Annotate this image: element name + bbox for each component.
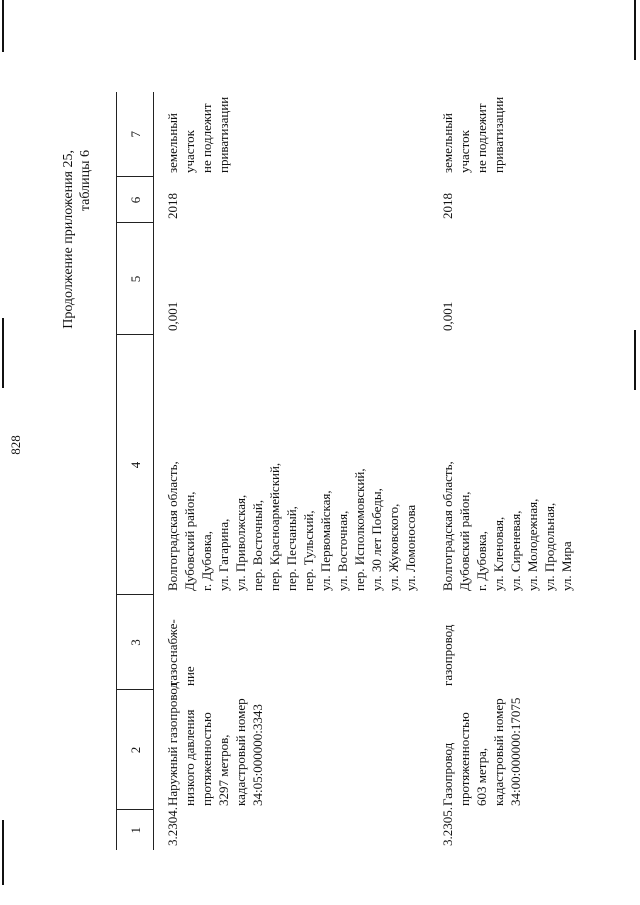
address-line: ул. Кленовая,	[491, 516, 506, 591]
column-header: 1	[127, 827, 143, 834]
cell-year	[154, 177, 430, 223]
address-line: ул. Ломоносова	[403, 504, 418, 591]
address-line: ул. Приволжская,	[233, 494, 248, 591]
column-header: 4	[117, 335, 154, 595]
note-line: не подлежит	[199, 103, 214, 173]
object-name-line: Наружный газопровод	[165, 681, 180, 806]
address-line: г. Дубовка,	[199, 531, 214, 591]
address-line: ул. 30 лет Победы,	[369, 488, 384, 591]
object-type-line: ние	[182, 666, 197, 686]
address-line: пер. Песчаный,	[284, 506, 299, 591]
note-line: земельный	[165, 113, 180, 173]
cell-object-name	[429, 690, 585, 810]
item-number: 3.2305.	[440, 807, 455, 846]
note-line: не подлежит	[474, 103, 489, 173]
object-name-line: 3297 метров,	[216, 734, 231, 806]
address-line: ул. Молодежная,	[525, 498, 540, 591]
address-line: ул. Сиреневая,	[508, 510, 523, 591]
continuation-line-1: Продолжение приложения 25,	[61, 150, 76, 329]
cell-item-number	[429, 807, 585, 850]
column-header: 5	[117, 223, 154, 335]
address-line: ул. Первомайская,	[318, 490, 333, 591]
column-header: 2	[117, 690, 154, 810]
cell-object-name	[154, 681, 430, 810]
object-name-line: Газопровод	[440, 742, 455, 806]
address-line: пер. Красноармейский,	[267, 462, 282, 591]
note-line: приватизации	[216, 96, 231, 173]
table-row	[429, 92, 585, 850]
appendix-table	[116, 92, 585, 850]
cell-value	[154, 223, 430, 335]
cell-value	[429, 223, 585, 335]
object-name-line: протяженностью	[457, 712, 472, 806]
value-text: 0,001	[165, 301, 180, 331]
object-name-line: кадастровый номер	[233, 698, 248, 806]
object-name-line: протяженностью	[199, 712, 214, 806]
note-line: участок	[457, 130, 472, 173]
cell-address	[429, 335, 585, 595]
address-line: ул. Мира	[559, 541, 574, 591]
note-line: участок	[182, 130, 197, 173]
object-name-line: низкого давления	[182, 709, 197, 806]
object-name-line: 603 метра,	[474, 747, 489, 806]
table-body	[154, 92, 586, 850]
note-line: приватизации	[491, 96, 506, 173]
column-header: 7	[117, 92, 154, 177]
cell-note	[429, 92, 585, 177]
note-line: земельный	[440, 113, 455, 173]
item-number: 3.2304.	[165, 807, 180, 846]
object-name-line: 34:00:000000:17075	[508, 697, 523, 806]
continuation-line-2: таблицы 6	[78, 150, 93, 212]
cell-year	[429, 177, 585, 223]
cell-object-type	[429, 595, 585, 690]
address-line: пер. Восточный,	[250, 499, 265, 591]
cell-object-type	[154, 595, 430, 690]
address-line: ул. Жуковского,	[386, 503, 401, 591]
address-line: пер. Исполкомовский,	[352, 468, 367, 591]
address-line: г. Дубовка,	[474, 531, 489, 591]
address-line: Волгоградская область,	[440, 461, 455, 591]
page-number: 828	[8, 435, 23, 455]
address-line: Волгоградская область,	[165, 461, 180, 591]
address-line: Дубовский район,	[182, 491, 197, 591]
column-header: 3	[117, 595, 154, 690]
address-line: Дубовский район,	[457, 491, 472, 591]
address-line: пер. Тульский,	[301, 510, 316, 591]
year-text: 2018	[165, 193, 180, 219]
address-line: ул. Восточная,	[335, 510, 350, 591]
column-header: 6	[117, 177, 154, 223]
address-line: ул. Продольная,	[542, 502, 557, 591]
continuation-note	[60, 150, 94, 329]
object-name-line: кадастровый номер	[491, 698, 506, 806]
address-line: ул. Гагарина,	[216, 518, 231, 591]
value-text: 0,001	[440, 301, 455, 331]
cell-note	[154, 92, 430, 177]
object-type-line: газоснабже-	[165, 619, 180, 686]
object-name-line: 34:05:000000:3343	[250, 704, 265, 806]
table-row	[154, 92, 430, 850]
object-type-line: газопровод	[440, 624, 455, 686]
year-text: 2018	[440, 193, 455, 219]
column-number-row	[117, 92, 154, 850]
cell-item-number	[154, 807, 430, 850]
cell-address	[154, 335, 430, 595]
